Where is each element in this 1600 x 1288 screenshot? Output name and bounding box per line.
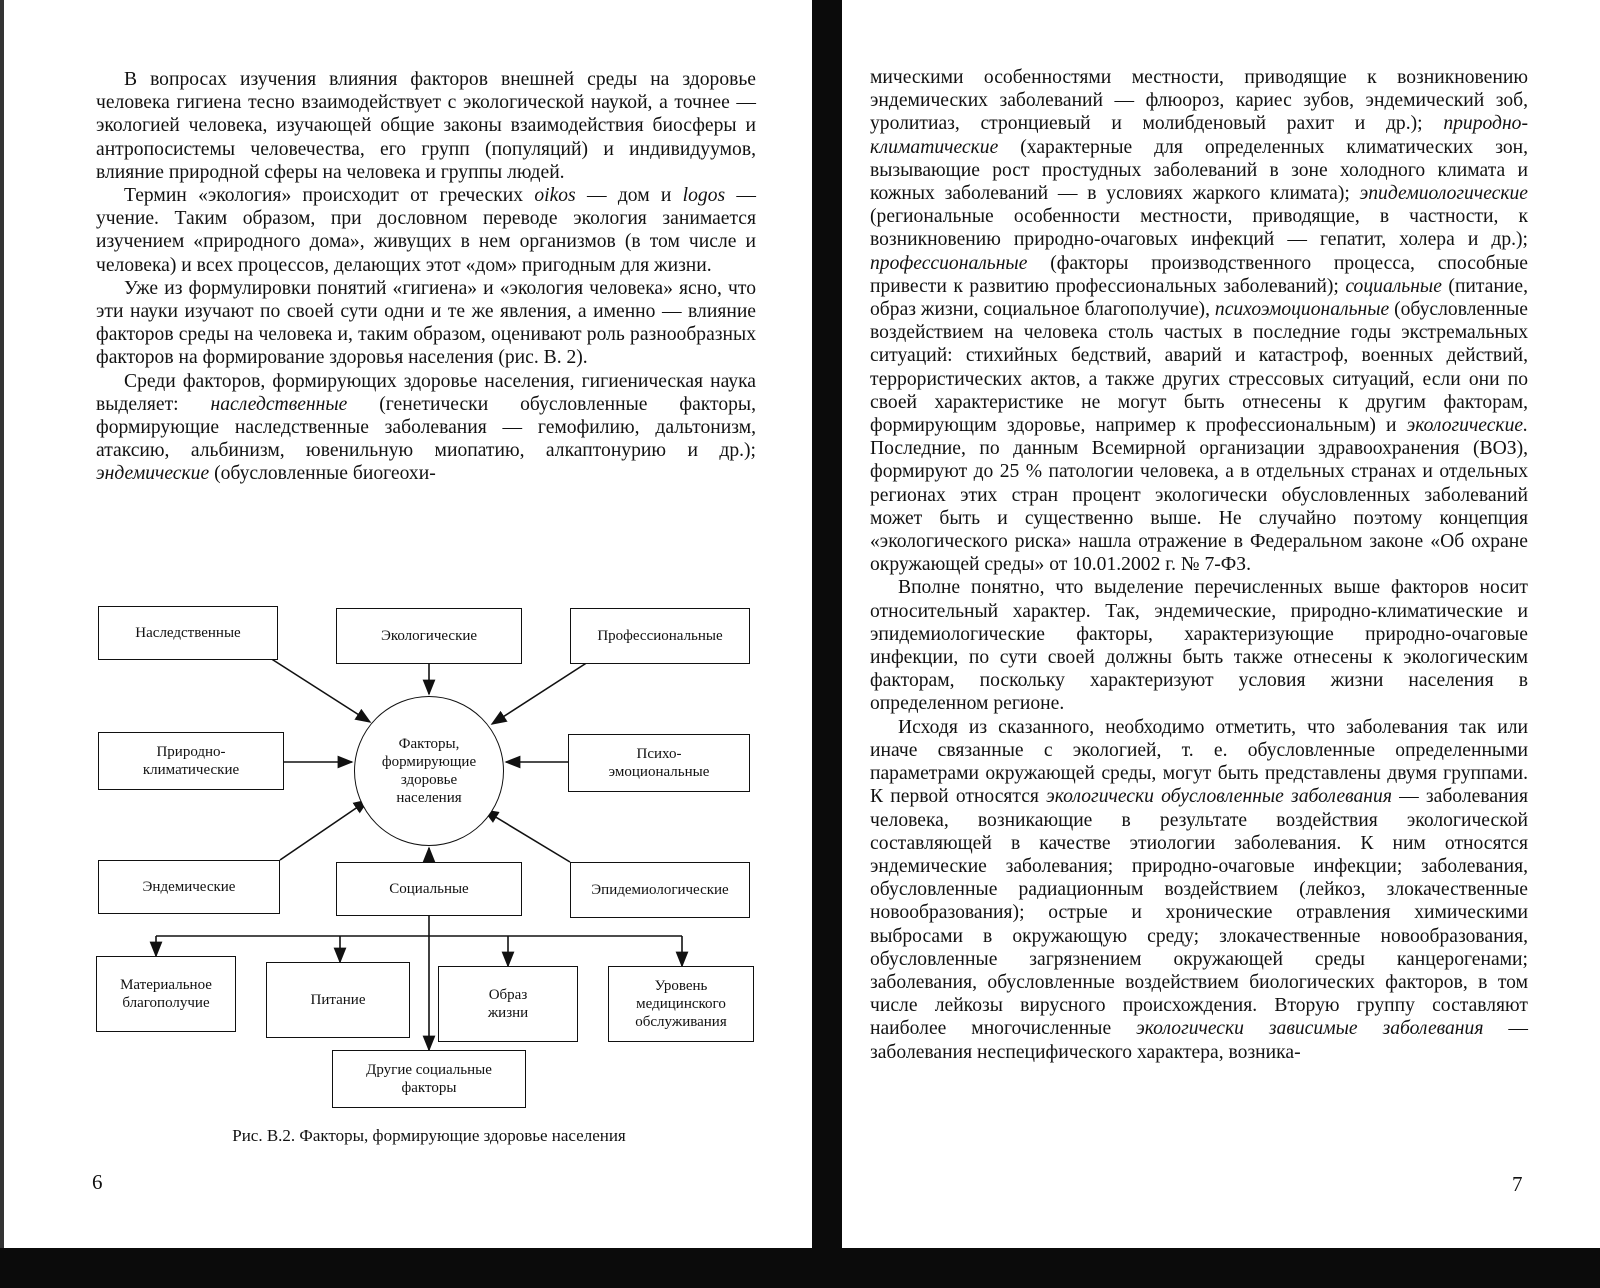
center-label: Факторы, формирующие здоровье населения bbox=[381, 736, 477, 806]
italic-term: экологически обусловленные заболевания bbox=[1046, 786, 1392, 808]
book-gutter bbox=[812, 0, 842, 1288]
node-nutrition bbox=[266, 962, 410, 1038]
paragraph bbox=[870, 716, 1528, 1064]
paragraph bbox=[96, 68, 756, 184]
italic-term: экологически зависимые заболевания bbox=[1136, 1018, 1484, 1040]
text-run: Вполне понятно, что выделение перечисленных выше факторов носит относительный характер. Так, эндемические, природно-климатические и эпидемиологические факторы, характеризующие природно-очаговые инфекции, по сути своей должны быть также отнесены к экологическим факторам, поскольку характеризуют условия жизни населения в определенном регионе. bbox=[870, 577, 1528, 715]
node-material bbox=[96, 956, 236, 1032]
node-lifestyle bbox=[438, 966, 578, 1042]
node-label: Эпидемиологические bbox=[591, 882, 729, 898]
text-run: — заболевания человека, возникающие в результате воздействия экологической составляющей в качестве этиологии заболевания. К ним относятся эндемические заболевания; природно-очаговые инфекции; заболевания, обусловленные радиационным воздействием (лейкоз, злокачественные новообразования); острые и хронические отравления химическими выбросами в окружающую среду; злокачественные новообразования, обусловленные загрязнением окружающей среды канцерогенами; заболевания, обусловленные воздействием биологических факторов, в том числе лейкозы вирусного происхождения. Вторую группу составляют наиболее многочисленные bbox=[870, 786, 1528, 1040]
text-run: (генетически обусловленные факторы, формирующие наследственные заболевания — гемофилию, дальтонизм, атаксию, альбинизм, ювенильную миопатию, алкаптонурию и др.); bbox=[96, 393, 756, 462]
text-run: (питание, образ жизни, социальное благополучие), bbox=[870, 275, 1528, 321]
italic-term: oikos bbox=[534, 185, 576, 207]
node-label: Психо-эмоциональные bbox=[608, 746, 710, 780]
node-label: Питание bbox=[310, 992, 366, 1008]
figure-caption: Рис. В.2. Факторы, формирующие здоровье населения bbox=[232, 1126, 626, 1145]
italic-term: наследственные bbox=[210, 393, 348, 415]
italic-term: эндемические bbox=[96, 463, 210, 485]
node-psycho-emotional bbox=[568, 734, 750, 792]
text-run: (обусловленные воздействием на человека столь частых в последние годы экстремальных ситуаций: стихийных бедствий, аварий и катастроф, военных действий, террористических актов, а также других стрессовых ситуаций, если они по своей характеристике не могут быть отнесены к другим факторам, формирующим здоровье, например к профессиональным) и bbox=[870, 299, 1529, 437]
node-label: Экологические bbox=[380, 628, 478, 644]
italic-term: logos bbox=[682, 185, 726, 207]
node-label: Социальные bbox=[389, 881, 469, 897]
node-label: Уровень медицинского обслуживания bbox=[635, 978, 727, 1030]
node-label: Образ жизни bbox=[487, 987, 529, 1021]
text-run: Термин «экология» происходит от греческих bbox=[124, 185, 535, 207]
text-run: — дом и bbox=[575, 185, 683, 207]
text-run: (обусловленные биогеохи- bbox=[209, 463, 436, 485]
text-run: Исходя из сказанного, необходимо отметить, что заболевания так или иначе связанные с экологией, т. е. обусловленные определенными параметрами окружающей среды, могут быть представлены двумя группами. К первой относятся bbox=[870, 716, 1528, 808]
paragraph bbox=[870, 576, 1528, 715]
text-run: В вопросах изучения влияния факторов внешней среды на здоровье человека гигиена тесно взаимодействует с экологической наукой, а точнее — экологией человека, изучающей общие законы взаимодействия биосферы и антропосистемы человечества, его групп (популяций) и индивидуумов, влияние природной сферы на человека и группы людей. bbox=[96, 69, 756, 183]
text-run: Уже из формулировки понятий «гигиена» и «экология человека» ясно, что эти науки изучают по своей сути одни и те же явления, а именно — влияние факторов среды на человека и, таким образом, оценивают роль разнообразных факторов на формирование здоровья населения (рис. В. 2). bbox=[96, 277, 756, 369]
node-epidemiological bbox=[570, 862, 750, 918]
text-run: (характерные для определенных климатических зон, вызывающие рост простудных заболеваний в зоне холодного климата и кожных заболеваний — в условиях жаркого климата); bbox=[870, 136, 1528, 205]
right-page bbox=[842, 0, 1600, 1248]
scan-bottom-edge bbox=[0, 1248, 1600, 1288]
node-ecological bbox=[336, 608, 522, 664]
italic-term: профессиональные bbox=[870, 252, 1028, 274]
page-number: 7 bbox=[1512, 1172, 1523, 1196]
paragraph bbox=[96, 184, 756, 277]
node-natural-climatic bbox=[98, 732, 284, 790]
italic-term: социальные bbox=[1345, 275, 1442, 297]
node-endemic bbox=[98, 860, 280, 914]
node-social bbox=[336, 862, 522, 916]
text-run: (региональные особенности местности, приводящие, в частности, к возникновению природно-очаговых инфекций — гепатит, холера и др.); bbox=[870, 206, 1528, 251]
right-page-text bbox=[870, 66, 1528, 1064]
node-center bbox=[354, 696, 504, 846]
text-run: — учение. Таким образом, при дословном переводе экология занимается изучением «природного дома», живущих в нем организмов (в том числе и человека) и всех процессов, делающих этот «дом» пригодным для жизни. bbox=[96, 185, 756, 276]
node-professional bbox=[570, 608, 750, 664]
page-number: 6 bbox=[92, 1170, 103, 1194]
paragraph bbox=[870, 66, 1528, 576]
arrow-professional bbox=[492, 662, 588, 724]
node-label: Природно-климатические bbox=[142, 744, 240, 778]
node-label: Наследственные bbox=[135, 625, 241, 641]
left-page-text bbox=[96, 68, 756, 486]
text-run: мическими особенностями местности, приводящие к возникновению эндемических заболеваний — флюороз, кариес зубов, эндемический зоб, уролитиаз, стронциевый и молибденовый рахит и др.); bbox=[870, 67, 1528, 135]
arrow-hereditary bbox=[270, 658, 370, 722]
italic-term: экологические. bbox=[1406, 415, 1528, 437]
node-label: Другие социальные факторы bbox=[366, 1062, 492, 1096]
node-label: Эндемические bbox=[142, 879, 236, 895]
node-hereditary bbox=[98, 606, 278, 660]
paragraph bbox=[96, 370, 756, 486]
node-label: Профессиональные bbox=[597, 628, 723, 644]
arrow-epidemiological bbox=[484, 810, 570, 862]
text-run: — заболевания неспецифического характера, возника- bbox=[870, 1018, 1528, 1063]
paragraph bbox=[96, 277, 756, 370]
node-medical-care bbox=[608, 966, 754, 1042]
node-other-social bbox=[332, 1050, 526, 1108]
node-label: Материальное благополучие bbox=[120, 977, 212, 1011]
figure-health-factors bbox=[92, 600, 772, 1120]
text-run: (факторы производственного процесса, способные привести к развитию профессиональных заболеваний); bbox=[870, 252, 1528, 297]
italic-term: эпидемиологические bbox=[1359, 183, 1528, 205]
arrow-endemic bbox=[280, 800, 368, 860]
italic-term: природно-климатические bbox=[870, 113, 1528, 158]
text-run: Последние, по данным Всемирной организации здравоохранения (ВОЗ), формируют до 25 % патологии человека, а в отдельных странах и отдельных регионах этих стран процент экологически обусловленных заболеваний может быть и существенно выше. Не случайно поэтому концепция «экологического риска» нашла отражение в Федеральном законе «Об охране окружающей среды» от 10.01.2002 г. № 7-ФЗ. bbox=[870, 438, 1528, 576]
italic-term: психоэмоциональные bbox=[1214, 299, 1390, 321]
left-page bbox=[4, 0, 812, 1248]
text-run: Среди факторов, формирующих здоровье населения, гигиеническая наука выделяет: bbox=[96, 370, 756, 415]
